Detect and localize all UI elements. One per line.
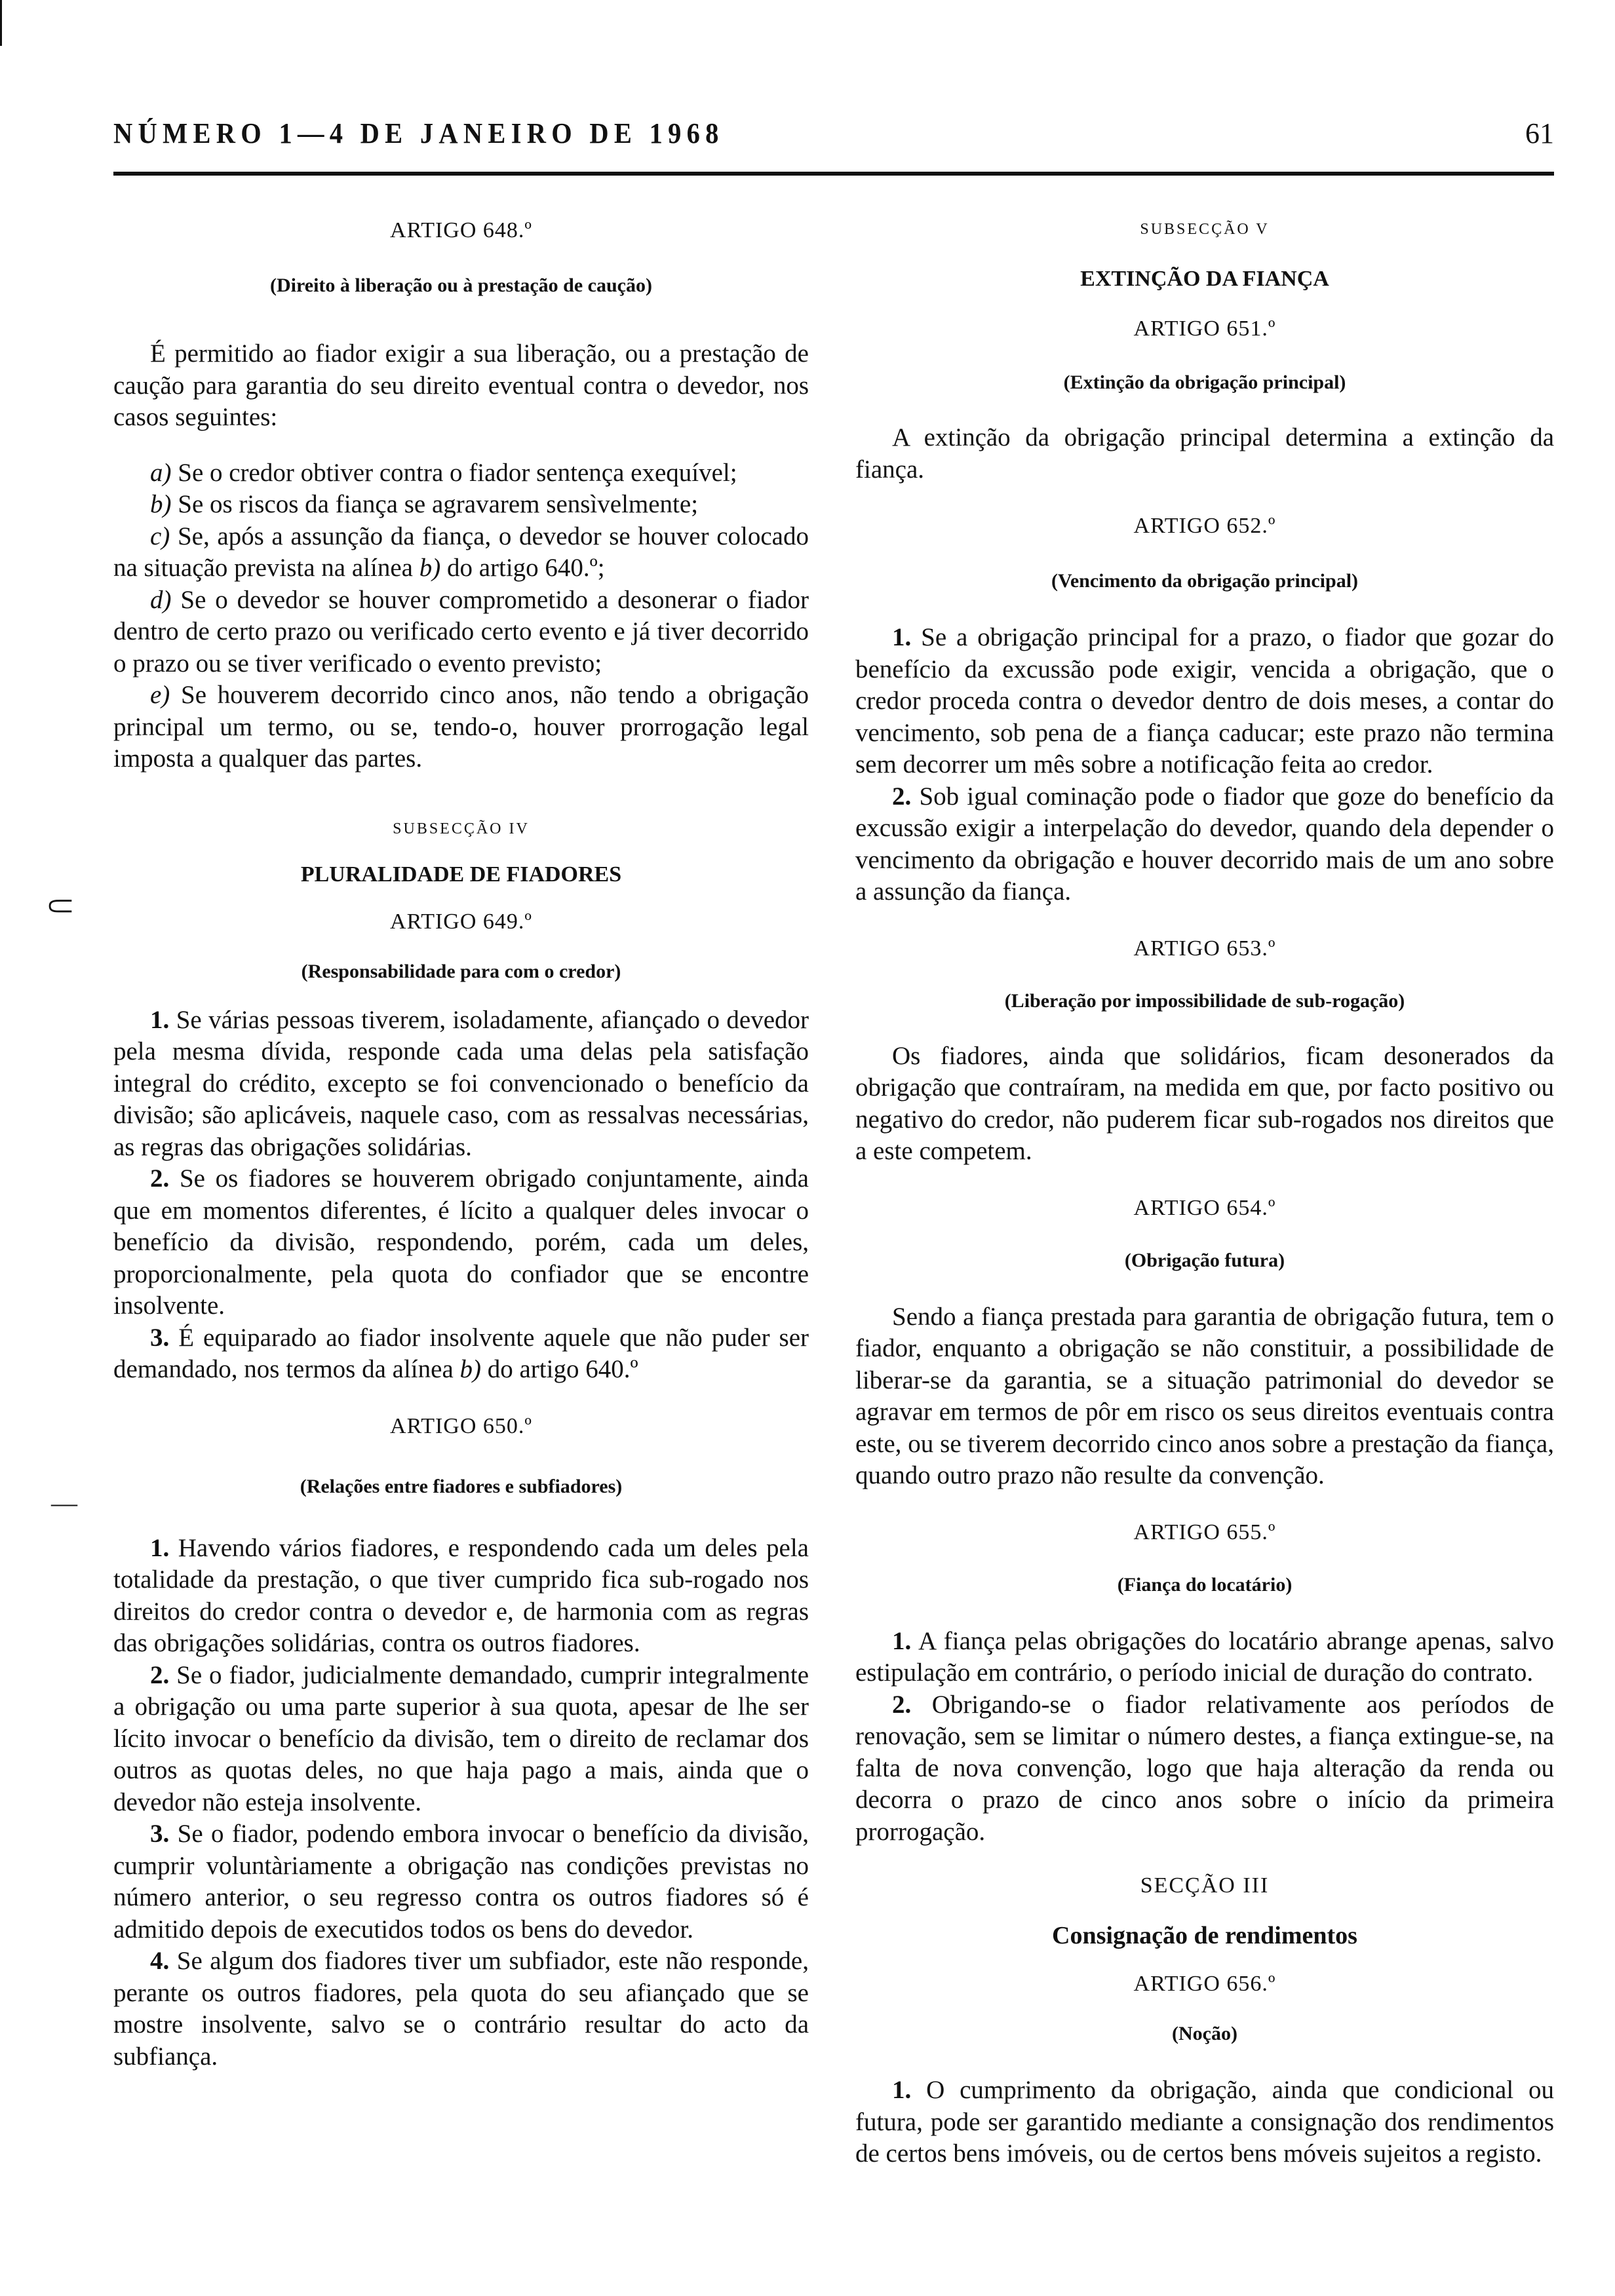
right-column — [855, 197, 1554, 2170]
article-subtitle: (Relações entre fiadores e subfiadores) — [300, 1475, 623, 1497]
paragraph-text: do artigo 640.º — [487, 1355, 638, 1383]
section-iii — [855, 1871, 1554, 1951]
article-subtitle: (Noção) — [1172, 2023, 1237, 2044]
item-ref: b) — [419, 554, 441, 582]
item-text: Se, após a assunção da fiança, o devedor se houver colocado na situação prevista na alínea — [113, 522, 809, 582]
page-number: 61 — [1525, 117, 1554, 149]
paragraph-text: Havendo vários fiadores, e respondendo cada um deles pela totalidade da prestação, o que tiver cumprido fica sub-rogado nos direitos do credor contra o devedor e, de harmonia com as regras das obrigações solidárias, contra os outros fiadores. — [113, 1533, 809, 1657]
margin-bracket-mark: ⸦ — [41, 885, 80, 928]
paragraph-text: Se os fiadores se houverem obrigado conjuntamente, ainda que em momentos diferentes, é lícito a qualquer deles invocar o benefício da divisão, respondendo, porém, cada um deles, proporcionalmente, pela quota do confiador que se encontre insolvente. — [113, 1164, 809, 1320]
subsection-label: SUBSECÇÃO V — [1140, 221, 1270, 238]
margin-dash-mark: ― — [51, 1488, 77, 1518]
list-item — [113, 679, 809, 775]
paragraph-text: Se várias pessoas tiverem, isoladamente, afiançado o devedor pela mesma dívida, responde cada uma delas pela satisfação integral do crédito, excepto se foi convencionado o benefício da divisão; são aplicáveis, naquele caso, com as ressalvas necessárias, as regras das obrigações solidárias. — [113, 1005, 809, 1161]
header-rule — [113, 172, 1554, 176]
paragraph-number: 1. — [892, 1626, 912, 1655]
paragraph-number: 1. — [892, 623, 912, 651]
item-label: d) — [150, 585, 172, 614]
article-655 — [855, 1518, 1554, 1848]
article-656 — [855, 1970, 1554, 2170]
item-text: do artigo 640.º; — [446, 554, 605, 582]
article-heading: ARTIGO 654.º — [1133, 1195, 1276, 1220]
article-subtitle: (Obrigação futura) — [1124, 1249, 1285, 1271]
article-text: A extinção da obrigação principal determina a extinção da fiança. — [855, 423, 1554, 484]
paragraph — [113, 1533, 809, 1660]
paragraph — [855, 781, 1554, 908]
paragraph — [855, 1626, 1554, 1689]
subsection-v — [855, 197, 1554, 294]
article-649 — [113, 908, 809, 1386]
paragraph — [855, 622, 1554, 781]
article-653 — [855, 934, 1554, 1168]
subsection-label: SUBSECÇÃO IV — [393, 820, 530, 837]
scan-edge-mark — [0, 0, 2, 46]
section-title: Consignação de rendimentos — [1052, 1922, 1357, 1949]
paragraph — [113, 1945, 809, 2073]
paragraph — [855, 2075, 1554, 2170]
list-item — [113, 584, 809, 680]
paragraph — [113, 1163, 809, 1322]
paragraph-number: 1. — [150, 1005, 170, 1034]
paragraph-number: 1. — [150, 1533, 170, 1562]
article-intro: É permitido ao fiador exigir a sua liberação, ou a prestação de caução para garantia do seu direito eventual contra o devedor, nos casos seguintes: — [113, 339, 809, 431]
paragraph — [113, 1004, 809, 1164]
paragraph-text: Se o fiador, podendo embora invocar o benefício da divisão, cumprir voluntàriamente a obrigação nas condições previstas no número anterior, o seu regresso contra os outros fiadores só é admitido depois de executidos todos os bens do devedor. — [113, 1820, 809, 1943]
subsection-title: EXTINÇÃO DA FIANÇA — [1080, 267, 1329, 291]
paragraph-text: É equiparado ao fiador insolvente aquele que não puder ser demandado, nos termos da alínea — [113, 1323, 809, 1383]
paragraph-ref: b) — [459, 1355, 481, 1383]
paragraph-number: 3. — [150, 1323, 170, 1352]
article-subtitle: (Fiança do locatário) — [1117, 1573, 1293, 1596]
article-heading: ARTIGO 650.º — [390, 1413, 532, 1438]
item-label: b) — [150, 490, 172, 518]
item-text: Se o devedor se houver comprometido a desonerar o fiador dentro de certo prazo ou verificado certo evento e já tiver decorrido o prazo ou se tiver verificado o evento previsto; — [113, 585, 809, 678]
subsection-title: PLURALIDADE DE FIADORES — [300, 862, 622, 887]
item-text: Se o credor obtiver contra o fiador sentença exequível; — [178, 458, 737, 487]
paragraph — [113, 1660, 809, 1819]
article-subtitle: (Direito à liberação ou à prestação de caução) — [270, 275, 652, 296]
article-subtitle: (Liberação por impossibilidade de sub-rogação) — [1004, 989, 1405, 1012]
paragraph-text: Sob igual cominação pode o fiador que goze do benefício da excussão exigir a interpelação do devedor, quando dela depender o vencimento da obrigação e houver decorrido mais de um ano sobre a assunção da fiança. — [855, 782, 1555, 906]
paragraph — [113, 1818, 809, 1945]
article-subtitle: (Vencimento da obrigação principal) — [1051, 570, 1359, 592]
paragraph-number: 2. — [150, 1660, 170, 1689]
paragraph-text: Se o fiador, judicialmente demandado, cumprir integralmente a obrigação ou uma parte superior à sua quota, apesar de lhe ser lícito invocar o benefício da divisão, tem o direito de reclamar dos outros as quotas deles, no que haja pago a mais, ainda que o devedor não esteja insolvente. — [113, 1660, 809, 1816]
paragraph — [113, 1322, 809, 1386]
running-header — [113, 117, 1554, 156]
article-subtitle: (Responsabilidade para com o credor) — [301, 960, 621, 982]
paragraph-number: 1. — [892, 2076, 912, 2104]
article-648 — [113, 197, 809, 775]
header-title: NÚMERO 1—4 DE JANEIRO DE 1968 — [113, 117, 724, 149]
article-heading: ARTIGO 651.º — [1133, 316, 1276, 341]
paragraph-text: A fiança pelas obrigações do locatário abrange apenas, salvo estipulação em contrário, o período inicial de duração do contrato. — [855, 1626, 1554, 1687]
paragraph-text: O cumprimento da obrigação, ainda que condicional ou futura, pode ser garantido mediante a consignação dos rendimentos de certos bens imóveis, ou de certos bens móveis sujeitos a registo. — [855, 2076, 1554, 2168]
article-654 — [855, 1194, 1554, 1492]
article-650 — [113, 1412, 809, 2073]
article-heading: ARTIGO 653.º — [1133, 936, 1276, 961]
article-subtitle: (Extinção da obrigação principal) — [1063, 372, 1346, 393]
list-item — [113, 489, 809, 521]
left-column — [113, 197, 809, 2073]
subsection-iv — [113, 816, 809, 889]
paragraph-text: Se a obrigação principal for a prazo, o fiador que gozar do benefício da excussão pode exigir, vencida a obrigação, que o credor proceda contra o devedor dentro de dois meses, a contar do vencimento, sob pena de a fiança caducar; este prazo não termina sem decorrer um mês sobre a notificação feita ao credor. — [855, 623, 1555, 778]
item-label: c) — [150, 522, 170, 550]
paragraph-number: 2. — [892, 782, 912, 811]
article-heading: ARTIGO 656.º — [1133, 1972, 1276, 1996]
item-text: Se os riscos da fiança se agravarem sensìvelmente; — [178, 490, 699, 518]
paragraph-number: 2. — [150, 1164, 170, 1193]
item-text: Se houverem decorrido cinco anos, não tendo a obrigação principal um termo, ou se, tendo-o, houver prorrogação legal imposta a qualquer das partes. — [113, 681, 809, 773]
item-label: e) — [150, 681, 170, 709]
article-heading: ARTIGO 648.º — [390, 218, 532, 242]
section-label: SECÇÃO III — [1140, 1873, 1270, 1898]
article-text: Sendo a fiança prestada para garantia de obrigação futura, tem o fiador, enquanto a obrigação se não constituir, a possibilidade de liberar-se da garantia, se a situação patrimonial do devedor se agravar em termos de pôr em risco os seus direitos eventuais contra este, ou se tiverem decorrido cinco anos sobre a prestação da fiança, quando outro prazo não resulte da convenção. — [855, 1302, 1554, 1489]
list-item — [113, 521, 809, 584]
list-item — [113, 457, 809, 489]
paragraph — [855, 1689, 1554, 1848]
paragraph-number: 3. — [150, 1820, 170, 1848]
paragraph-number: 4. — [150, 1947, 170, 1975]
article-652 — [855, 512, 1554, 908]
item-label: a) — [150, 458, 172, 487]
paragraph-text: Se algum dos fiadores tiver um subfiador, este não responde, perante os outros fiadores, pela quota do seu afiançado que se mostre insolvente, salvo se o contrário resultar do acto da subfiança. — [113, 1947, 809, 2071]
article-text: Os fiadores, ainda que solidários, ficam desonerados da obrigação que contraíram, na medida em que, por facto positivo ou negativo do credor, não puderem ficar sub-rogados nos direitos que a este competem. — [855, 1041, 1554, 1165]
article-heading: ARTIGO 649.º — [390, 909, 532, 934]
article-heading: ARTIGO 652.º — [1133, 514, 1276, 538]
paragraph-text: Obrigando-se o fiador relativamente aos períodos de renovação, sem se limitar o número destes, a fiança extingue-se, na falta de nova convenção, logo que haja alteração da renda ou decorra o prazo de cinco anos sobre o início da primeira prorrogação. — [855, 1690, 1555, 1846]
paragraph-number: 2. — [892, 1690, 912, 1719]
article-651 — [855, 315, 1554, 486]
article-heading: ARTIGO 655.º — [1133, 1520, 1276, 1544]
